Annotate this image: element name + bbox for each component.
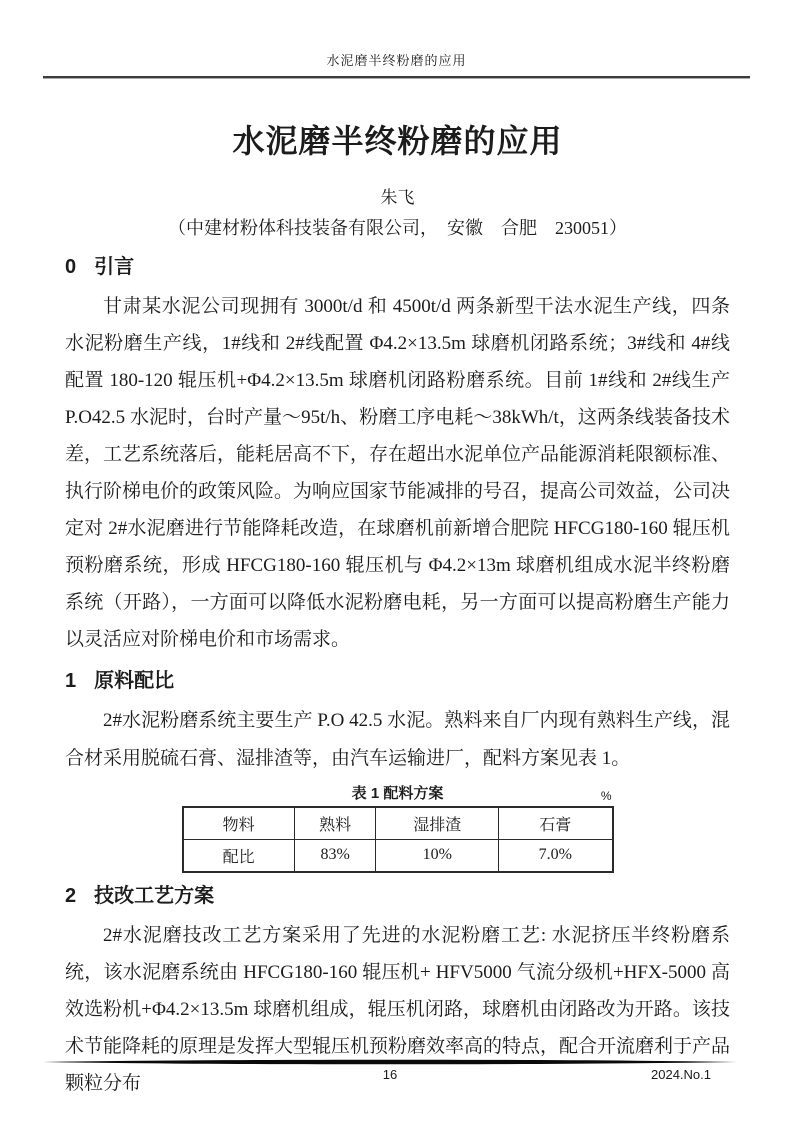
table-data-cell: 10% <box>376 839 499 872</box>
table-1 <box>182 806 614 873</box>
table-header-cell: 湿排渣 <box>376 807 499 840</box>
paragraph-raw-material-ratio: 2#水泥粉磨系统主要生产 P.O 42.5 水泥。熟料来自厂内现有熟料生产线，混合材采用脱硫石膏、湿排渣等，由汽车运输进厂，配料方案见表 1。 <box>65 710 730 769</box>
paragraph-process-plan: 2#水泥磨技改工艺方案采用了先进的水泥粉磨工艺: 水泥挤压半终粉磨系统，该水泥磨系统由 HFCG180-160 辊压机+ HFV5000 气流分级机+HFX-5000 高效选粉机+Φ4.2×13.5m 球磨机组成，辊压机闭路，球磨机由闭路改为开路。该技术节能降耗的原理是发挥大型辊压机预粉磨效率高的特点，配合开流磨利于产品颗粒分布 <box>65 924 731 1094</box>
table-1-unit-label: % <box>600 788 612 803</box>
table-1-caption-row <box>182 782 614 803</box>
section-title: 引言 <box>94 256 135 278</box>
table-header-cell: 物料 <box>183 807 295 840</box>
author-name: 朱飞 <box>380 188 415 207</box>
footer-rule <box>43 1059 737 1065</box>
table-data-cell: 83% <box>294 839 376 872</box>
section-number: 0 <box>65 256 77 278</box>
table-data-row <box>183 839 613 872</box>
issue-label: 2024.No.1 <box>651 1067 711 1082</box>
page-number: 16 <box>382 1067 398 1082</box>
footer-row <box>43 1067 737 1084</box>
table-header-cell: 石膏 <box>499 807 613 840</box>
section-title: 原料配比 <box>94 670 175 693</box>
article-body <box>65 121 730 1102</box>
section-title: 技改工艺方案 <box>94 884 215 907</box>
section-raw-material-ratio <box>65 668 730 872</box>
table-1-caption: 表 1 配料方案 <box>351 784 444 802</box>
section-number: 2 <box>65 884 77 907</box>
section-heading-process-plan <box>65 883 730 909</box>
table-header-cell: 熟料 <box>294 807 376 840</box>
affiliation: （中建材粉体科技装备有限公司， 安徽 合肥 230051） <box>168 218 627 238</box>
section-heading-introduction <box>65 254 730 280</box>
page-header <box>0 0 793 79</box>
section-heading-raw-material-ratio <box>65 668 730 694</box>
paragraph-introduction: 甘肃某水泥公司现拥有 3000t/d 和 4500t/d 两条新型干法水泥生产线，四条水泥粉磨生产线，1#线和 2#线配置 Φ4.2×13.5m 球磨机闭路系统；3#线和 4#线配置 180-120 辊压机+Φ4.2×13.5m 球磨机闭路粉磨系统。目前 1#线和 2#线生产 P.O42.5 水泥时，台时产量～95t/h、粉磨工序电耗～38kWh/t，这两条线装备技术差，工艺系统落后，能耗居高不下，存在超出水泥单位产品能源消耗限额标准、执行阶梯电价的政策风险。为响应国家节能减排的号召，提高公司效益，公司决定对 2#水泥磨进行节能降耗改造，在球磨机前新增合肥院 HFCG180-160 辊压机预粉磨系统，形成 HFCG180-160 辊压机与 Φ4.2×13m 球磨机组成水泥半终粉磨系统（开路），一方面可以降低水泥粉磨电耗，另一方面可以提高粉磨生产能力以灵活应对阶梯电价和市场需求。 <box>65 296 731 651</box>
table-data-cell: 配比 <box>183 839 295 872</box>
running-title: 水泥磨半终粉磨的应用 <box>326 53 467 68</box>
table-data-cell: 7.0% <box>499 839 613 872</box>
table-header-row <box>183 807 613 840</box>
article-title: 水泥磨半终粉磨的应用 <box>232 123 563 159</box>
header-rule <box>43 76 750 79</box>
table-1-container <box>182 782 614 873</box>
section-number: 1 <box>65 670 77 693</box>
page-footer <box>43 1059 737 1084</box>
section-introduction <box>65 254 730 658</box>
